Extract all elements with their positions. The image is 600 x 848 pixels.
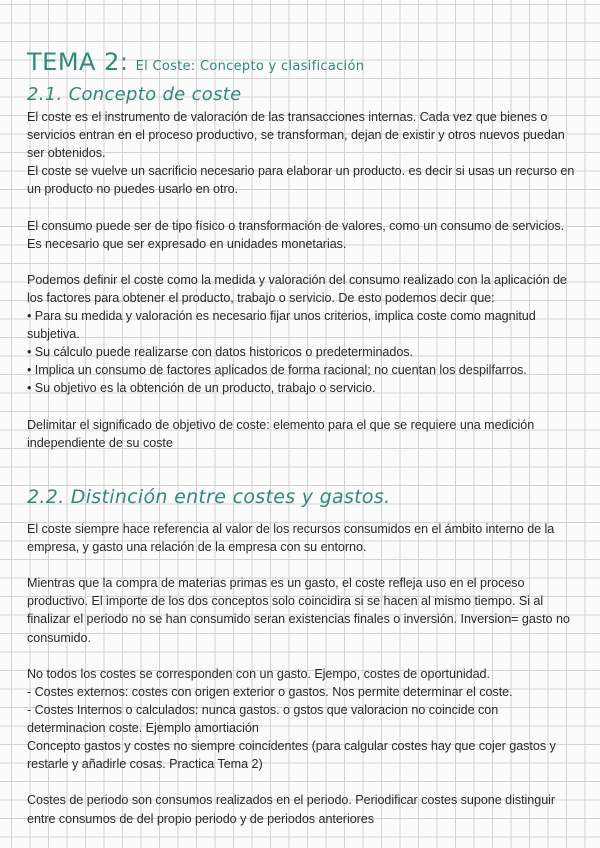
- bullet-item: • Implica un consumo de factores aplicados de forma racional; no cuentan los despilfarros.: [27, 363, 527, 378]
- blank-line: [27, 398, 575, 416]
- paragraph: Costes de periodo son consumos realizados en el periodo. Periodificar costes supone distinguir entre consumos de del propio periodo y de periodos anteriores: [27, 793, 556, 826]
- tema-label: TEMA 2:: [27, 48, 129, 76]
- blank-line: [27, 773, 575, 791]
- bullet-item: • Su cálculo puede realizarse con datos historicos o predeterminados.: [27, 345, 413, 360]
- list-item: - Costes externos: costes con origen exterior o gastos. Nos permite determinar el coste.: [27, 684, 513, 699]
- paragraph: No todos los costes se corresponden con un gasto. Ejempo, costes de oportunidad.: [27, 666, 490, 681]
- list-item: - Costes Internos o calculados: nunca gastos. o gstos que valoracion no coincide con determinacion coste. Ejemplo amortiación: [27, 702, 499, 736]
- blank-line: [27, 198, 575, 216]
- section1-body: [27, 108, 575, 452]
- paragraph: Concepto gastos y costes no siempre coincidentes (para calgular costes hay que cojer gastos y restarle y añadirle cosas. Practica Tema 2): [27, 739, 556, 772]
- page-title: [27, 48, 364, 76]
- blank-line: [27, 647, 575, 665]
- section-heading-distincion: 2.2. Distinción entre costes y gastos.: [27, 486, 391, 508]
- paragraph: El coste siempre hace referencia al valor de los recursos consumidos en el ámbito interno de la empresa, y gasto una relación de la empresa con su entorno.: [27, 522, 555, 555]
- blank-line: [27, 253, 575, 271]
- paragraph: Mientras que la compra de materias primas es un gasto, el coste refleja uso en el proceso productivo. El importe de los dos conceptos solo coincidira si se hacen al mismo tiempo. Si al finalizar el periodo no se han consumido seran existencias finales o inversión. Inversion= gasto no consumido.: [27, 576, 570, 645]
- paragraph: El coste es el instrumento de valoración de las transacciones internas. Cada vez que bienes o servicios entran en el proceso productivo, se transforman, dejan de existir y otros nuevos puedan ser obtenidos.: [27, 110, 565, 161]
- section2-body: [27, 520, 575, 828]
- paragraph: El coste se vuelve un sacrificio necesario para elaborar un producto. es decir si usas un recurso en un producto no puedes usarlo en otro.: [27, 164, 575, 197]
- bullet-item: • Su objetivo es la obtención de un producto, trabajo o servicio.: [27, 381, 376, 396]
- paragraph: El consumo puede ser de tipo físico o transformación de valores, como un consumo de servicios. Es necesario que ser expresado en unidades monetarias.: [27, 218, 565, 251]
- tema-title: El Coste: Concepto y clasificación: [135, 59, 365, 74]
- bullet-item: • Para su medida y valoración es necesario fijar unos criterios, implica coste como magnitud subjetiva.: [27, 309, 536, 342]
- section-heading-concepto: 2.1. Concepto de coste: [27, 84, 242, 105]
- blank-line: [27, 556, 575, 574]
- paragraph: Podemos definir el coste como la medida y valoración del consumo realizado con la aplicación de los factores para obtener el producto, trabajo o servicio. De esto podemos decir que:: [27, 272, 567, 305]
- paragraph: Delimitar el significado de objetivo de coste: elemento para el que se requiere una medición independiente de su coste: [27, 417, 535, 450]
